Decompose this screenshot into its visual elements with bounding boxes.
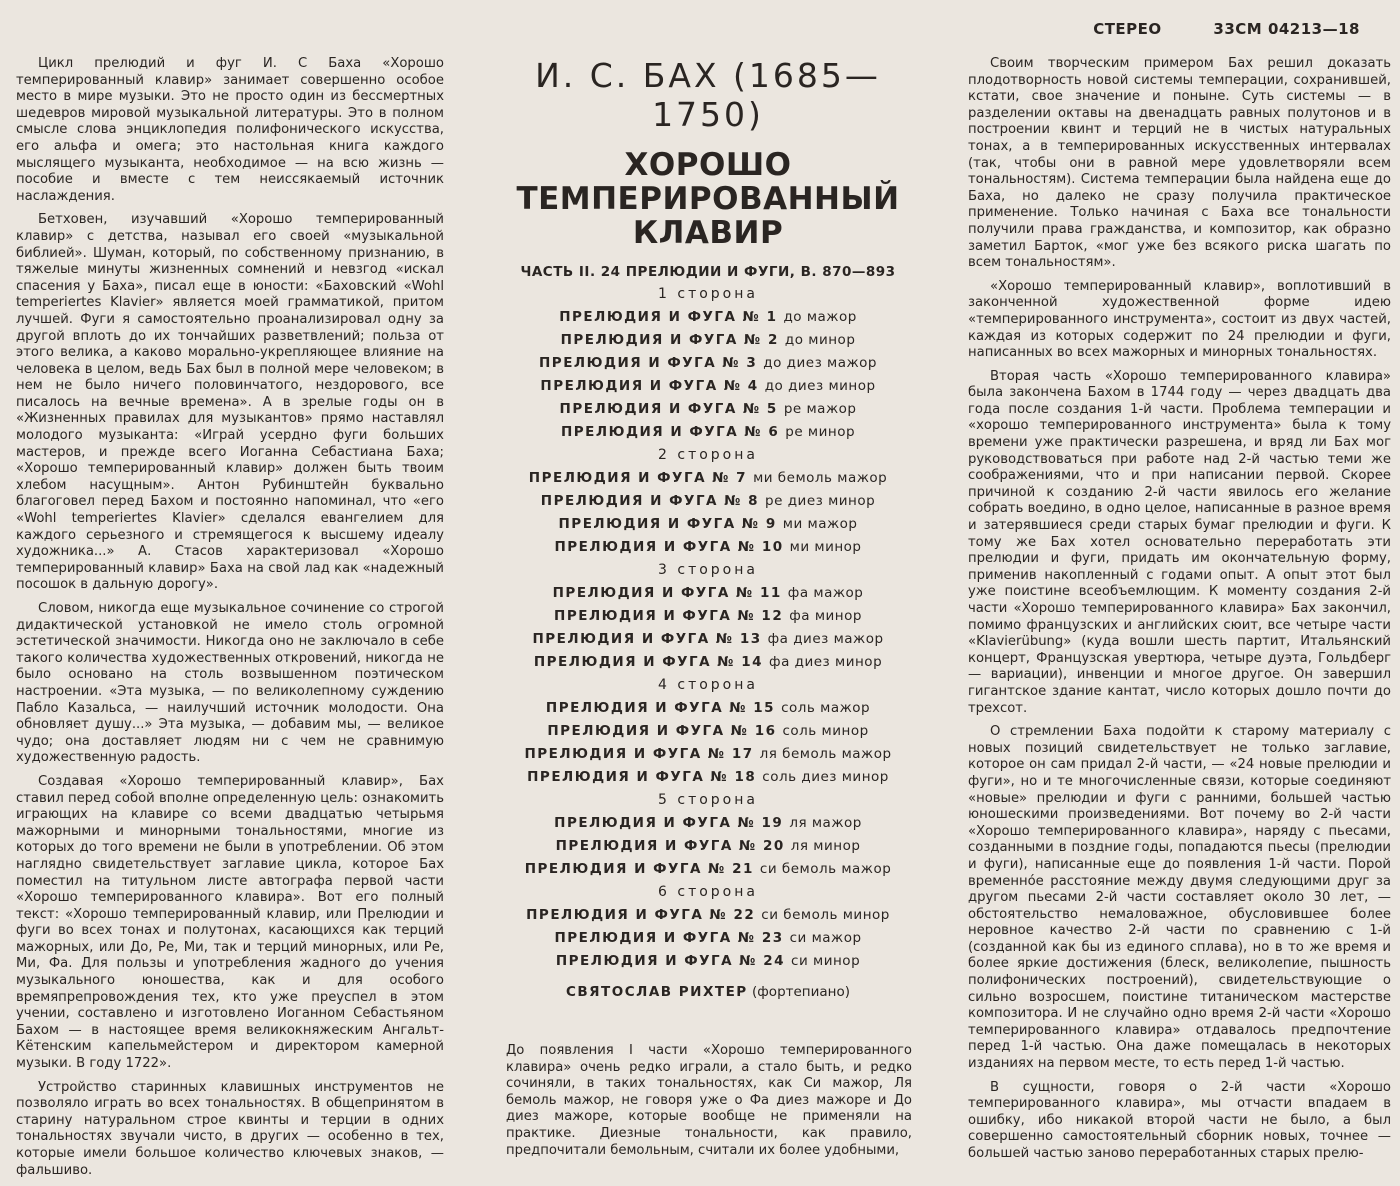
paragraph: Вторая часть «Хорошо темперированного клавира» была закончена Бахом в 1744 году — через двадцать два года после создания 1-й части. Проблема темперации и «хорошо темперированного инструмента» была к тому времени уже практически разрешена, и вряд ли Бах мог руководствоваться при работе над 2-й частью теми же соображениями, что и при написании первой. Скорее причиной к созданию 2-й части явилось его желание собрать воедино, в одно целое, написанные в разное время и затерявшиеся среди старых бумаг прелюдии и фуги. К тому же Бах хотел основательно переработать эти прелюдии и фуги, придать им окончательную форму, применив накопленный с годами опыт. А опыт этот был уже поистине всеобъемлющим. К моменту создания 2-й части «Хорошо темперированного клавира» Бах закончил, помимо французских и английских сюит, все четыре части «Klavierübung» (куда вошли шесть партит, Итальянский концерт, Французская увертюра, четыре дуэта, Гольдберг — вариации), инвенции и многое другое. Он завершил гигантское здание кантат, число которых дошло почти до трехсот.	[968, 368, 1391, 716]
paragraph: Создавая «Хорошо темперированный клавир», Бах ставил перед собой вполне определенную цель: ознакомить играющих на клавире со всеми двадцатью четырьмя мажорными и минорными тональностями, многие из которых до того времени не были в употреблении. Об этом наглядно свидетельствует заглавие цикла, которое Бах поместил на титульном листе автографа первой части «Хорошо темперированного клавира». Вот его полный текст: «Хорошо темперированный клавир, или Прелюдии и фуги во всех тонах и полутонах, касающихся как терций мажорных, или До, Ре, Ми, так и терций минорных, или Ре, Ми, Фа. Для пользы и употребления жадного до учения музыкального юношества, как и для особого времяпрепровождения тех, кто уже преуспел в этом учении, составлено и изготовлено Иоганном Себастьяном Бахом — в настоящее время великокняжеским Ангальт-Кётенским капельмейстером и директором камерной музыки. В году 1722».	[16, 773, 444, 1072]
stereo-label: СТЕРЕО	[1093, 20, 1162, 38]
header-line	[1047, 20, 1360, 38]
work-title	[488, 148, 928, 250]
track-item	[488, 375, 928, 397]
track-title: ПРЕЛЮДИЯ И ФУГА № 15	[545, 700, 776, 716]
part-subtitle: ЧАСТЬ II. 24 ПРЕЛЮДИИ И ФУГИ, В. 870—893	[520, 264, 896, 280]
track-item	[488, 513, 928, 535]
track-title: ПРЕЛЮДИЯ И ФУГА № 8	[540, 493, 760, 509]
track-key: ре минор	[785, 424, 856, 440]
paragraph: До появления I части «Хорошо темперированного клавира» очень редко играли, а стало быть, и редко сочиняли, в таких тональностях, как Си мажор, Ля бемоль мажор, не говоря уже о Фа диез мажоре и До диез мажоре, которые вообще не применяли на практике. Диезные тональности, как правило, предпочитали бемольным, считали их более удобными,	[506, 1043, 912, 1158]
track-title: ПРЕЛЮДИЯ И ФУГА № 9	[558, 516, 777, 532]
paragraph: Цикл прелюдий и фуг И. С Баха «Хорошо темперированный клавир» занимает совершенно особое место в мире музыки. Это не просто один из бессмертных шедевров мировой музыкальной литературы. Это в полном смысле слова энциклопедия полифонического искусства, его альфа и омега; это настольная книга каждого мыслящего музыканта, необходимое — на всю жизнь — пособие и вместе с тем неиссякаемый источник наслаждения.	[16, 56, 444, 204]
track-item	[488, 720, 928, 742]
track-item	[488, 329, 928, 351]
track-key: до мажор	[783, 309, 857, 325]
track-title: ПРЕЛЮДИЯ И ФУГА № 3	[539, 355, 758, 371]
track-key: соль минор	[782, 723, 869, 739]
track-key: ре диез минор	[765, 493, 876, 509]
composer-title: И. С. БАХ (1685—1750)	[535, 56, 881, 134]
track-item	[488, 766, 928, 788]
performer-name: СВЯТОСЛАВ РИХТЕР	[565, 984, 748, 1000]
track-item	[488, 605, 928, 627]
paragraph: Словом, никогда еще музыкальное сочинение со строгой дидактической установкой не имело столь огромной эстетической значимости. Никогда оно не заключало в себе такого количества художественных откровений, никогда не было основано на столь возвышенном поэтическом настроении. «Эта музыка, — по великолепному суждению Пабло Казальса, — наилучший источник молодости. Она обновляет душу...» Эта музыка, — добавим мы, — великое чудо; она доставляет людям ни с чем не сравнимую художественную радость.	[16, 601, 444, 766]
track-item	[488, 904, 928, 926]
track-key: фа мажор	[787, 585, 864, 601]
track-item	[488, 536, 928, 558]
performer-credit	[488, 984, 928, 1000]
track-key: ля бемоль мажор	[759, 746, 892, 762]
paragraph: «Хорошо темперированный клавир», воплотивший в законченной художественной форме идею «темперированного инструмента», состоит из двух частей, каждая из которых содержит по 24 прелюдии и фуги, написанных во всех мажорных и минорных тональностях.	[968, 278, 1391, 361]
paragraph: О стремлении Баха подойти к старому материалу с новых позиций свидетельствует не только заглавие, которое он сам придал 2-й части, — «24 новые прелюдии и фуги», но и те многочисленные связи, которые соединяют «новые» прелюдии и фуги с ранними, большей частью юношескими произведениями. Вот почему во 2-й части «Хорошо темперированного клавира», наряду с пьесами, созданными в поздние годы, попадаются пьесы (прелюдии и фуги), написанные еще до появления 1-й части. Порой временно́е расстояние между двумя следующими друг за другом пьесами 2-й части составляет около 30 лет, — обстоятельство немаловажное, обусловившее более неровное качество 2-й части по сравнению с 1-й (созданной как бы из единого сплава), но в то же время и более яркие достижения (блеск, великолепие, пышность полифонических построений), свидетельствующие о сильно возросшем, поистине титаническом мастерстве композитора. И не случайно одно время 2-й части «Хорошо темперированного клавира» отдавалось предпочтение перед 1-й частью. Она даже помещалась в некоторых изданиях на первом месте, то есть перед 1-й частью.	[968, 724, 1391, 1072]
track-key: фа диез минор	[769, 654, 883, 670]
track-key: си бемоль минор	[761, 907, 890, 923]
side-heading: 5 сторона	[658, 792, 758, 808]
track-key: си мажор	[789, 930, 862, 946]
track-key: фа диез мажор	[767, 631, 884, 647]
track-item	[488, 858, 928, 880]
track-item	[488, 467, 928, 489]
performer-instrument: (фортепиано)	[752, 984, 851, 1000]
track-title: ПРЕЛЮДИЯ И ФУГА № 24	[555, 953, 786, 969]
track-item	[488, 651, 928, 673]
track-title: ПРЕЛЮДИЯ И ФУГА № 20	[555, 838, 785, 854]
track-title: ПРЕЛЮДИЯ И ФУГА № 7	[528, 470, 748, 486]
track-title: ПРЕЛЮДИЯ И ФУГА № 14	[533, 654, 764, 670]
catalog-number: 33СМ 04213—18	[1213, 20, 1360, 38]
track-item	[488, 927, 928, 949]
track-key: ля мажор	[789, 815, 862, 831]
track-title: ПРЕЛЮДИЯ И ФУГА № 23	[554, 930, 784, 946]
track-title: ПРЕЛЮДИЯ И ФУГА № 16	[547, 723, 777, 739]
track-item	[488, 812, 928, 834]
track-key: до диез минор	[764, 378, 876, 394]
track-title: ПРЕЛЮДИЯ И ФУГА № 22	[526, 907, 756, 923]
track-title: ПРЕЛЮДИЯ И ФУГА № 2	[560, 332, 779, 348]
work-title-line: ХОРОШО	[624, 147, 792, 183]
track-title: ПРЕЛЮДИЯ И ФУГА № 18	[527, 769, 757, 785]
sides-list	[488, 286, 928, 972]
track-title: ПРЕЛЮДИЯ И ФУГА № 6	[560, 424, 780, 440]
track-title: ПРЕЛЮДИЯ И ФУГА № 1	[559, 309, 778, 325]
track-item	[488, 697, 928, 719]
track-item	[488, 398, 928, 420]
side-heading: 4 сторона	[658, 677, 758, 693]
track-key: до минор	[784, 332, 856, 348]
track-item	[488, 421, 928, 443]
track-key: си бемоль мажор	[759, 861, 892, 877]
side-heading: 6 сторона	[658, 884, 758, 900]
tracklist-block	[488, 50, 928, 1000]
track-item	[488, 582, 928, 604]
paragraph: В сущности, говоря о 2-й части «Хорошо темперированного клавира», мы отчасти впадаем в ошибку, ибо никакой второй части не было, а был совершенно самостоятельный сборник новых, точнее — большей частью заново переработанных старых прелю-	[968, 1079, 1391, 1161]
paragraph: Устройство старинных клавишных инструментов не позволяло играть во всех тональностях. В общепринятом в старину натуральном строе квинты и терции в одних тональностях звучали чисто, в других — особенно в тех, которые имели большое количество ключевых знаков, — фальшиво.	[16, 1079, 444, 1178]
track-item	[488, 490, 928, 512]
track-key: ми бемоль мажор	[753, 470, 888, 486]
track-key: фа минор	[789, 608, 862, 624]
track-title: ПРЕЛЮДИЯ И ФУГА № 4	[540, 378, 759, 394]
work-title-line: ТЕМПЕРИРОВАННЫЙ	[516, 181, 900, 217]
track-item	[488, 950, 928, 972]
left-column	[16, 56, 444, 1186]
track-key: ре мажор	[783, 401, 857, 417]
work-title-line: КЛАВИР	[632, 215, 784, 251]
track-item	[488, 628, 928, 650]
track-title: ПРЕЛЮДИЯ И ФУГА № 10	[554, 539, 784, 555]
track-key: ля минор	[790, 838, 861, 854]
track-title: ПРЕЛЮДИЯ И ФУГА № 21	[524, 861, 754, 877]
right-column	[968, 56, 1391, 1170]
center-bottom-text	[506, 1043, 912, 1159]
paragraph: Бетховен, изучавший «Хорошо темперированный клавир» с детства, называл его своей «музыкальной библией». Шуман, который, по собственному признанию, в тяжелые минуты жизненных сомнений и невзгод «искал спасения у Баха», писал еще в юности: «Баховский «Wohl temperiertes Klavier» является моей грамматикой, притом лучшей. Фуги я самостоятельно проанализировал одну за другой вплоть до их тончайших разветвлений; польза от этого велика, а каково морально-укрепляющее влияние на человека в целом, ведь Бах был в полной мере человеком; в нем не было ничего половинчатого, нездорового, все писалось на вечные времена». А в зрелые годы он в «Жизненных правилах для музыкантов» прямо наставлял молодого музыканта: «Играй усердно фуги больших мастеров, и прежде всего Иоганна Себастиана Баха; «Хорошо темперированный клавир» должен быть твоим хлебом насущным». Антон Рубинштейн буквально благоговел перед Бахом и постоянно напоминал, что «его «Wohl temperiertes Klavier» сделался евангелием для каждого серьезного и стремящегося к высшему идеалу художника...» А. Стасов характеризовал «Хорошо темперированный клавир» Баха на свой лад как «надежный посошок в дальную дорогу».	[16, 212, 444, 593]
track-key: соль диез минор	[762, 769, 889, 785]
paragraph: Своим творческим примером Бах решил доказать плодотворность новой системы темперации, сохранившей, кстати, свое значение и поныне. Суть системы — в разделении октавы на двенадцать равных полутонов и в построении квинт и терций не в чистых натуральных тонах, а в темперированных искусственных интервалах (так, чтобы они в равной мере удовлетворяли всем тональностям). Система темперации была найдена еще до Баха, но далеко не сразу получила практическое применение. Только начиная с Баха все тональности получили права гражданства, и композитор, как образно заметил Барток, «мог уже без всякого риска шагать по всем тональностям».	[968, 56, 1391, 271]
track-title: ПРЕЛЮДИЯ И ФУГА № 19	[554, 815, 784, 831]
track-title: ПРЕЛЮДИЯ И ФУГА № 11	[552, 585, 782, 601]
track-title: ПРЕЛЮДИЯ И ФУГА № 17	[524, 746, 754, 762]
track-title: ПРЕЛЮДИЯ И ФУГА № 13	[532, 631, 762, 647]
track-key: си минор	[791, 953, 861, 969]
track-item	[488, 352, 928, 374]
track-item	[488, 835, 928, 857]
track-title: ПРЕЛЮДИЯ И ФУГА № 5	[559, 401, 778, 417]
track-item	[488, 743, 928, 765]
track-key: ми минор	[789, 539, 862, 555]
track-key: до диез мажор	[763, 355, 877, 371]
side-heading: 2 сторона	[658, 447, 758, 463]
track-item	[488, 306, 928, 328]
track-key: соль мажор	[781, 700, 871, 716]
side-heading: 1 сторона	[658, 286, 758, 302]
track-key: ми мажор	[782, 516, 858, 532]
track-title: ПРЕЛЮДИЯ И ФУГА № 12	[554, 608, 784, 624]
side-heading: 3 сторона	[658, 562, 758, 578]
